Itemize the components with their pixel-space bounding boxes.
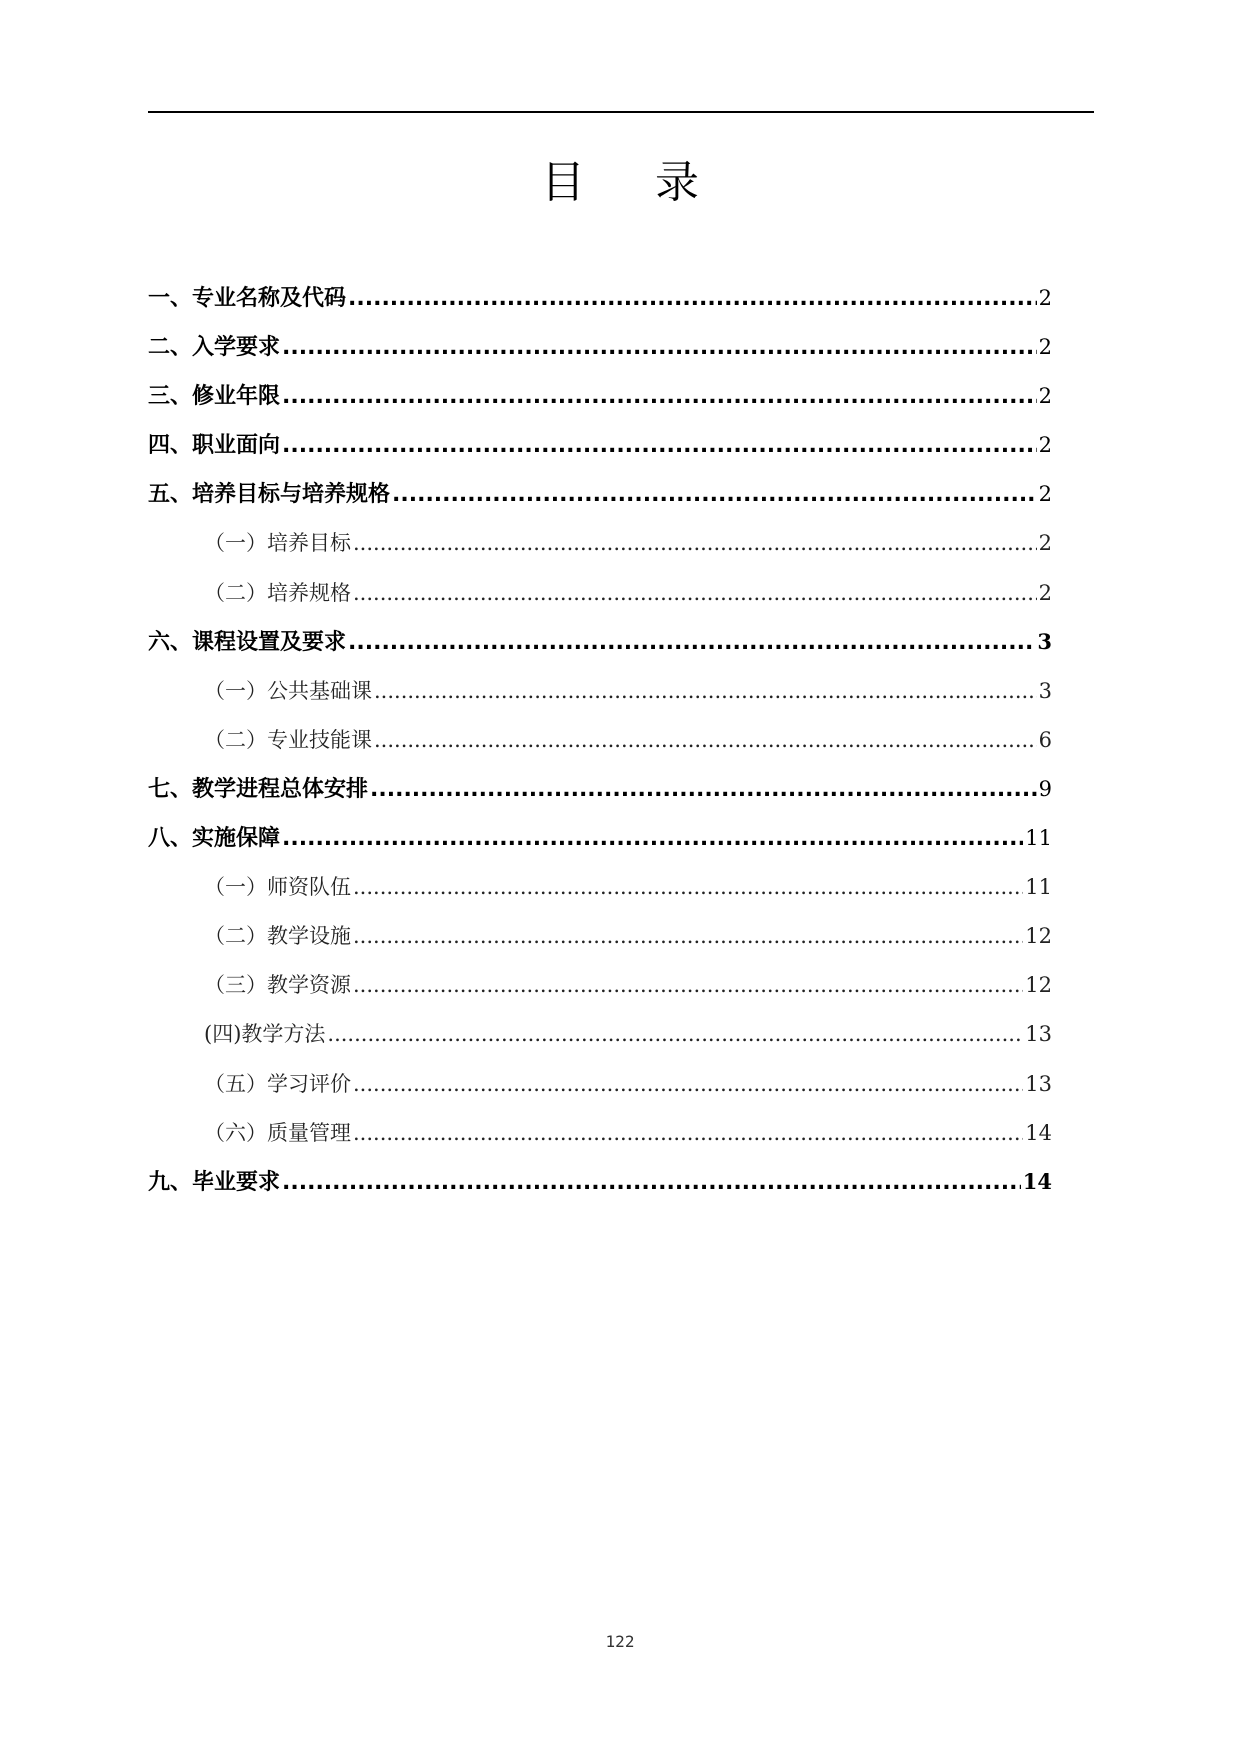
toc-subentry[interactable] <box>148 872 1052 921</box>
toc-entry-page: 9 <box>1038 776 1052 801</box>
toc-subentry[interactable] <box>148 970 1052 1019</box>
toc-subentry-label: (四)教学方法 <box>204 1022 326 1047</box>
toc-entry[interactable] <box>148 332 1052 381</box>
toc-subentry[interactable] <box>148 1019 1052 1068</box>
toc-subentry-label: （一）师资队伍 <box>204 875 351 900</box>
toc-entry[interactable] <box>148 627 1052 676</box>
dot-leader <box>353 528 1037 558</box>
toc-entry-page: 14 <box>1022 1168 1052 1194</box>
toc-subentry-page: 2 <box>1038 580 1052 605</box>
toc-entry-page: 3 <box>1037 628 1052 654</box>
dot-leader <box>392 480 1037 510</box>
header-rule <box>148 111 1094 113</box>
toc-entry-label: 二、入学要求 <box>148 335 281 361</box>
toc-entry-page: 2 <box>1038 482 1052 507</box>
toc-subentry-label: （二）培养规格 <box>204 580 351 605</box>
dot-leader <box>353 1118 1023 1148</box>
dot-leader <box>353 1069 1023 1099</box>
toc-subentry-label: （一）培养目标 <box>204 531 351 556</box>
toc-entry[interactable] <box>148 430 1052 479</box>
toc-subentry-page: 12 <box>1025 973 1052 998</box>
dot-leader <box>327 1019 1023 1049</box>
toc-entry-label: 九、毕业要求 <box>148 1169 281 1195</box>
toc-entry[interactable] <box>148 479 1052 528</box>
toc-entry[interactable] <box>148 381 1052 430</box>
dot-leader <box>282 382 1037 412</box>
toc-subentry[interactable] <box>148 578 1052 627</box>
toc-entry-label: 七、教学进程总体安排 <box>148 776 369 802</box>
dot-leader <box>282 1168 1021 1198</box>
toc-subentry-page: 14 <box>1025 1120 1052 1145</box>
table-of-contents <box>148 283 1052 1216</box>
toc-entry[interactable] <box>148 774 1052 823</box>
toc-entry-label: 八、实施保障 <box>148 826 281 852</box>
toc-subentry[interactable] <box>148 921 1052 970</box>
dot-leader <box>353 578 1037 608</box>
toc-subentry-page: 13 <box>1025 1022 1052 1047</box>
dot-leader <box>353 872 1023 902</box>
toc-entry-page: 2 <box>1038 335 1052 360</box>
toc-entry[interactable] <box>148 823 1052 872</box>
dot-leader <box>282 431 1037 461</box>
toc-entry-label: 三、修业年限 <box>148 384 281 410</box>
dot-leader <box>353 921 1023 951</box>
toc-subentry-label: （五）学习评价 <box>204 1071 351 1096</box>
dot-leader <box>374 725 1037 755</box>
toc-subentry-page: 6 <box>1038 727 1052 752</box>
toc-subentry-label: （三）教学资源 <box>204 973 351 998</box>
toc-entry-label: 六、课程设置及要求 <box>148 629 347 655</box>
toc-subentry-label: （二）专业技能课 <box>204 727 372 752</box>
toc-subentry[interactable] <box>148 676 1052 725</box>
dot-leader <box>353 970 1023 1000</box>
toc-entry-page: 2 <box>1038 433 1052 458</box>
toc-subentry[interactable] <box>148 1118 1052 1167</box>
dot-leader <box>370 775 1037 805</box>
toc-subentry-label: （一）公共基础课 <box>204 678 372 703</box>
toc-entry-page: 2 <box>1038 286 1052 310</box>
dot-leader <box>374 676 1037 706</box>
toc-subentry-label: （六）质量管理 <box>204 1120 351 1145</box>
toc-entry[interactable] <box>148 283 1052 332</box>
toc-entry-page: 2 <box>1038 384 1052 409</box>
dot-leader <box>282 824 1023 854</box>
toc-entry-label: 一、专业名称及代码 <box>148 286 347 311</box>
dot-leader <box>282 333 1037 363</box>
toc-entry[interactable] <box>148 1167 1052 1216</box>
dot-leader <box>348 284 1037 314</box>
toc-entry-label: 四、职业面向 <box>148 433 281 459</box>
toc-entry-label: 五、培养目标与培养规格 <box>148 482 391 508</box>
page-title: 目 录 <box>541 157 727 208</box>
dot-leader <box>348 628 1035 658</box>
toc-subentry-page: 2 <box>1038 531 1052 556</box>
toc-subentry[interactable] <box>148 725 1052 774</box>
toc-subentry-page: 11 <box>1025 875 1052 900</box>
toc-subentry[interactable] <box>148 528 1052 577</box>
toc-entry-page: 11 <box>1025 826 1052 851</box>
toc-subentry-page: 12 <box>1025 924 1052 949</box>
toc-subentry-page: 3 <box>1038 678 1052 703</box>
page-number: 122 <box>605 1632 635 1651</box>
toc-subentry-page: 13 <box>1025 1071 1052 1096</box>
toc-subentry[interactable] <box>148 1069 1052 1118</box>
toc-subentry-label: （二）教学设施 <box>204 924 351 949</box>
